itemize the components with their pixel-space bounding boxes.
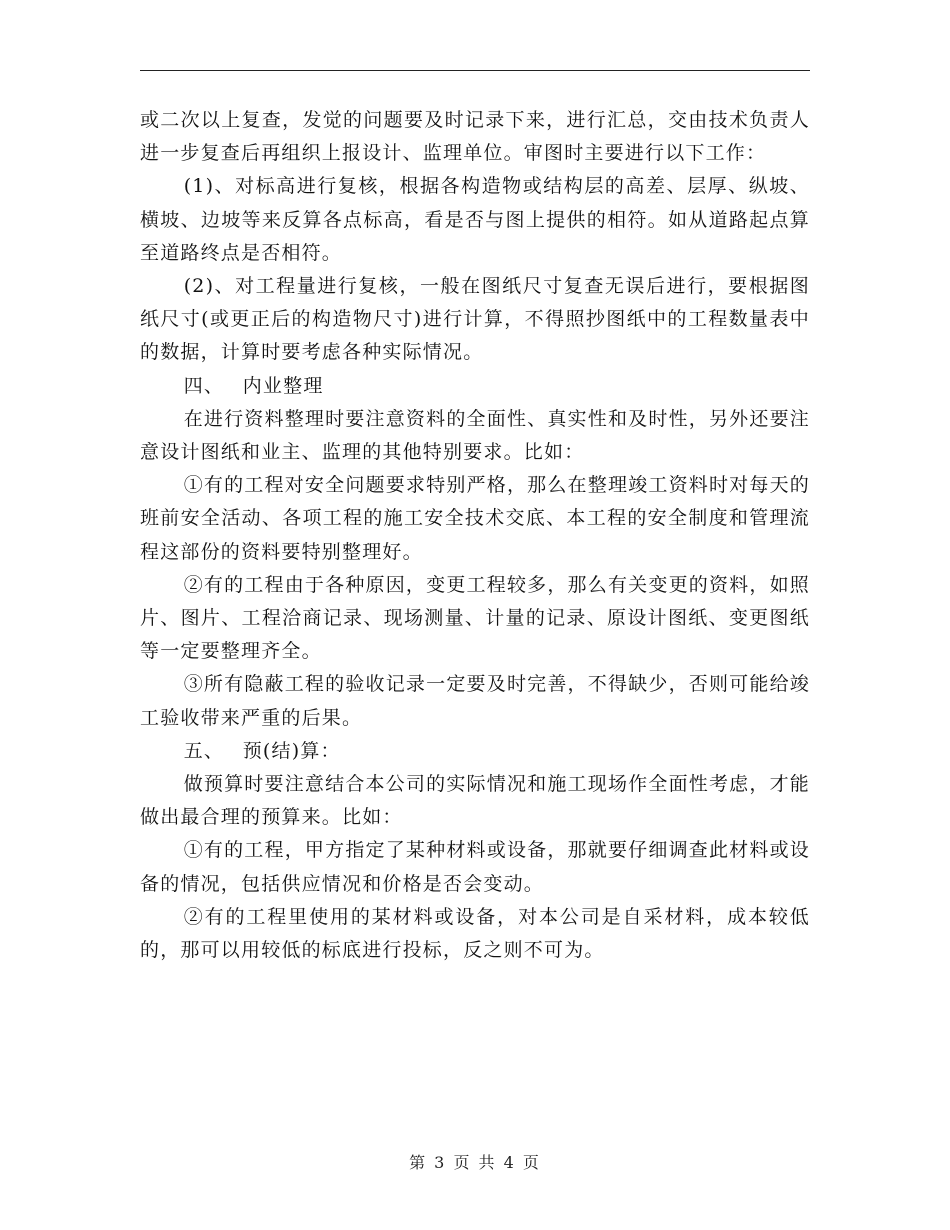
section-heading: 五、 预(结)算： xyxy=(183,739,341,762)
paragraph: (2)、对工程量进行复核，一般在图纸尺寸复查无误后进行，要根据图纸尺寸(或更正后的构造物尺寸)进行计算，不得照抄图纸中的工程数量表中的数据，计算时要考虑各种实际情况。 xyxy=(140,275,810,364)
section-heading: 四、 内业整理 xyxy=(183,374,324,397)
paragraph: ①有的工程对安全问题要求特别严格，那么在整理竣工资料时对每天的班前安全活动、各项工程的施工安全技术交底、本工程的安全制度和管理流程这部份的资料要特别整理好。 xyxy=(140,474,810,563)
page-number-footer: 第 3 页 共 4 页 xyxy=(409,1153,541,1172)
paragraph: 做预算时要注意结合本公司的实际情况和施工现场作全面性考虑，才能做出最合理的预算来。比如： xyxy=(140,773,810,829)
paragraph: (1)、对标高进行复核，根据各构造物或结构层的高差、层厚、纵坡、横坡、边坡等来反算各点标高，看是否与图上提供的相符。如从道路起点算至道路终点是否相符。 xyxy=(140,175,810,264)
document-body xyxy=(140,104,810,967)
paragraph: ③所有隐蔽工程的验收记录一定要及时完善，不得缺少，否则可能给竣工验收带来严重的后果。 xyxy=(140,673,810,729)
header-rule xyxy=(140,70,810,71)
paragraph: ②有的工程里使用的某材料或设备，对本公司是自采材料，成本较低的，那可以用较低的标底进行投标，反之则不可为。 xyxy=(140,905,810,962)
paragraph: ②有的工程由于各种原因，变更工程较多，那么有关变更的资料，如照片、图片、工程洽商记录、现场测量、计量的记录、原设计图纸、变更图纸等一定要整理齐全。 xyxy=(140,573,810,663)
paragraph: 或二次以上复查，发觉的问题要及时记录下来，进行汇总，交由技术负责人进一步复查后再组织上报设计、监理单位。审图时主要进行以下工作： xyxy=(140,109,810,165)
paragraph: 在进行资料整理时要注意资料的全面性、真实性和及时性，另外还要注意设计图纸和业主、监理的其他特别要求。比如： xyxy=(140,407,810,464)
paragraph: ①有的工程，甲方指定了某种材料或设备，那就要仔细调查此材料或设备的情况，包括供应情况和价格是否会变动。 xyxy=(140,839,810,895)
